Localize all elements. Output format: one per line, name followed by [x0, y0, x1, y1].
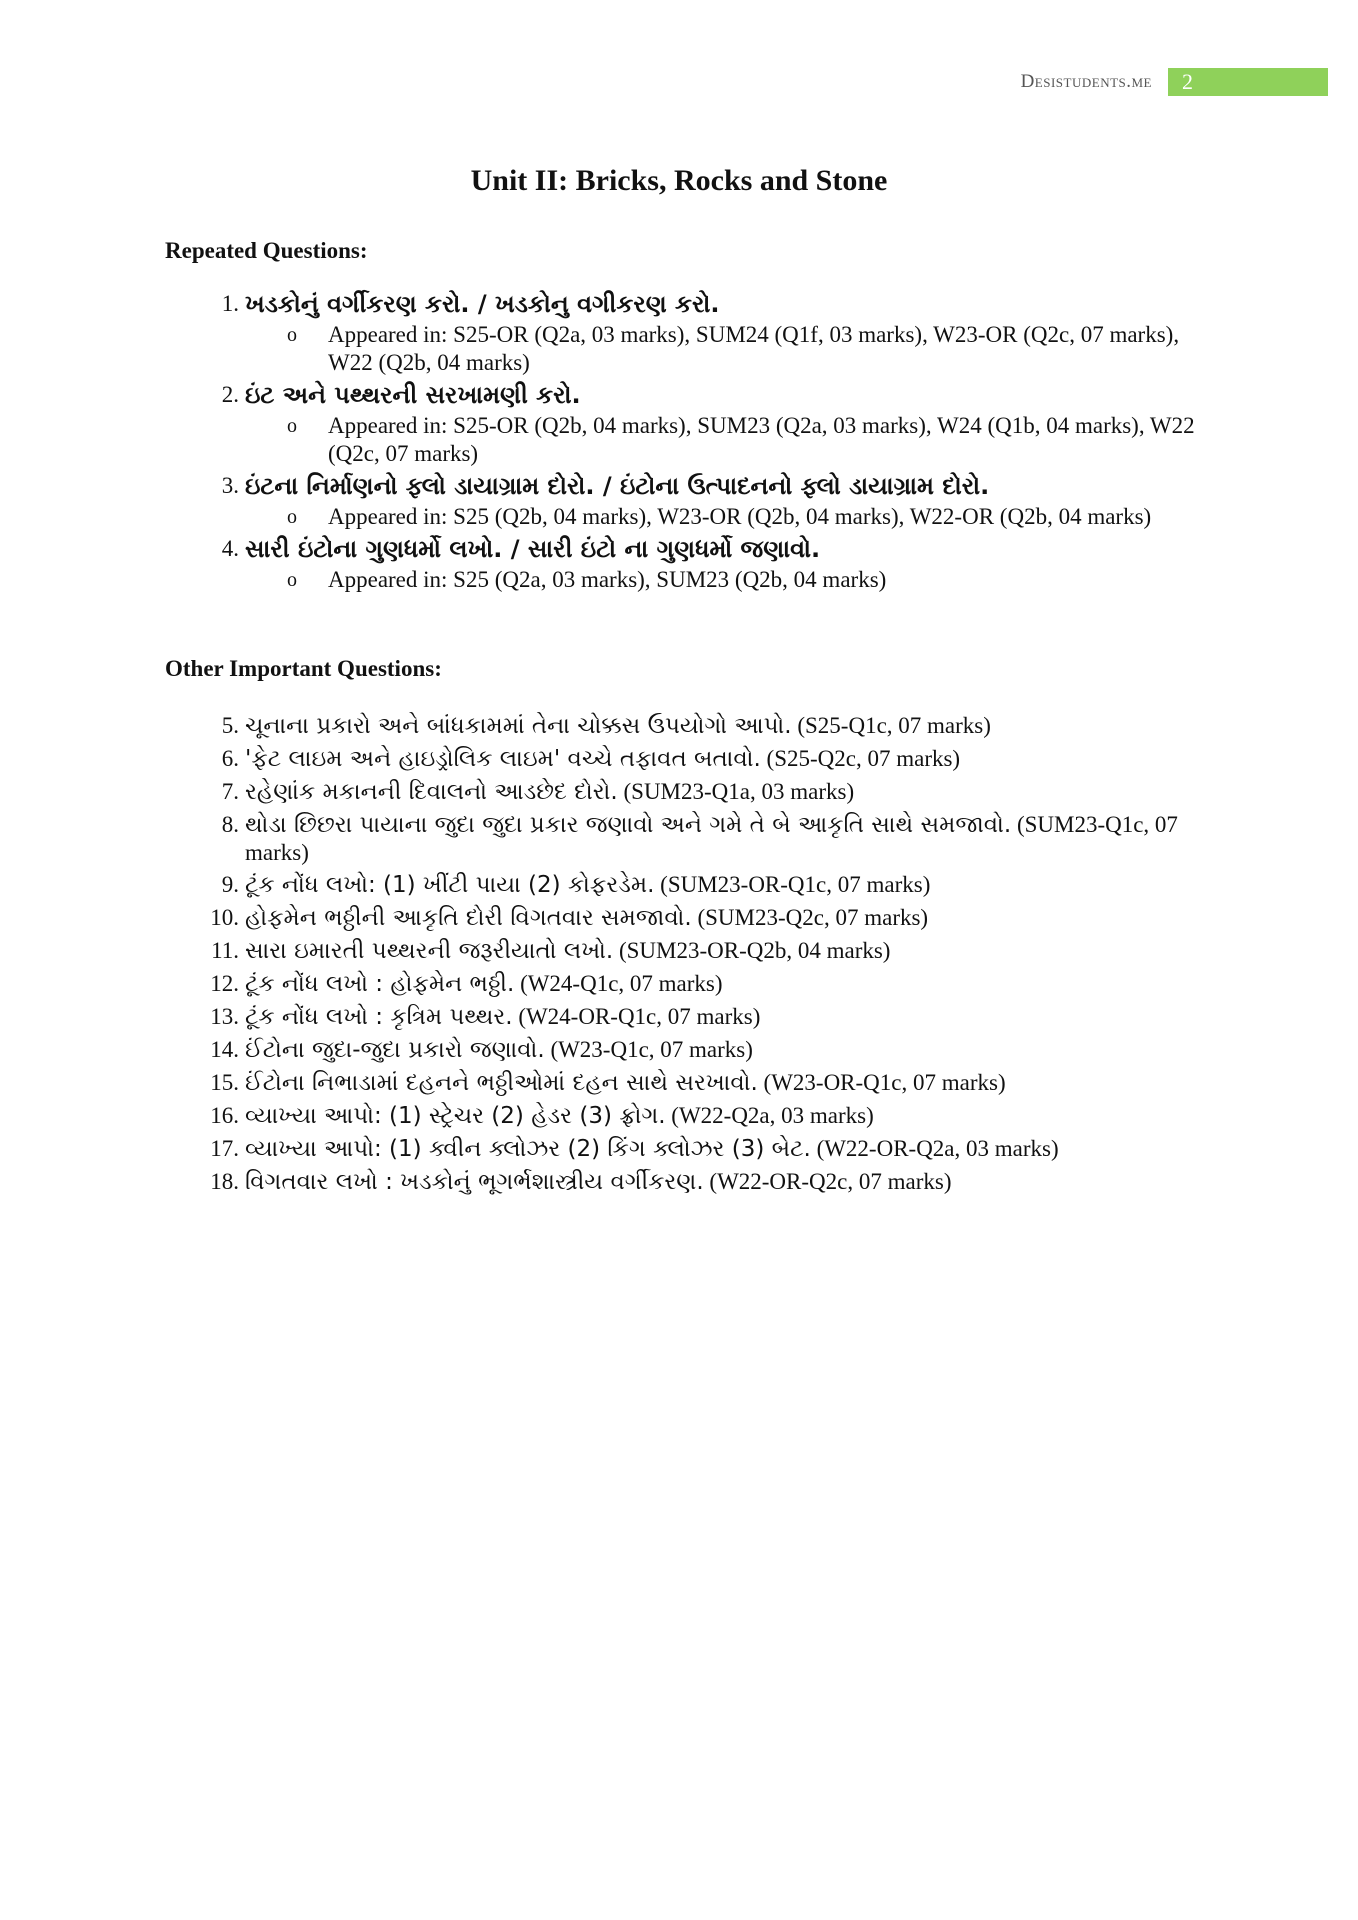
- question-number: 4.: [221, 536, 239, 561]
- question-text: હોફમેન ભઠ્ઠીની આકૃતિ દોરી વિગતવાર સમજાવો.: [245, 905, 692, 931]
- question-ref: (SUM23-Q2c, 07 marks): [691, 905, 929, 930]
- question-number: 18.: [210, 1169, 239, 1194]
- question-ref: (W23-OR-Q1c, 07 marks): [757, 1070, 1006, 1095]
- list-item: [165, 535, 1195, 594]
- question-number: 7.: [221, 779, 239, 804]
- question-text: 'ફેટ લાઇમ અને હાઇડ્રોલિક લાઇમ' વચ્ચે તફાવત બતાવો.: [245, 746, 761, 772]
- list-item: [165, 290, 1195, 377]
- question-text: ઇંટ અને પથ્થરની સરખામણી કરો.: [245, 381, 581, 409]
- question-number: 16.: [210, 1103, 239, 1128]
- bullet-icon: o: [287, 324, 297, 346]
- question-text: ચૂનાના પ્રકારો અને બાંધકામમાં તેના ચોક્કસ ઉપયોગો આપો.: [245, 713, 792, 739]
- list-item: [165, 1069, 1195, 1097]
- list-item: [165, 1003, 1195, 1031]
- question-ref: (SUM23-Q1a, 03 marks): [617, 779, 855, 804]
- question-number: 17.: [210, 1136, 239, 1161]
- question-ref: (W22-OR-Q2c, 07 marks): [703, 1169, 952, 1194]
- question-text: ટૂંક નોંધ લખો : કૃત્રિમ પથ્થર.: [245, 1004, 513, 1030]
- question-number: 10.: [210, 905, 239, 930]
- question-ref: (S25-Q1c, 07 marks): [791, 713, 991, 738]
- question-text: વ્યાખ્યા આપો: (1) ક્વીન ક્લોઝર (2) કિંગ ક્લોઝર (3) બેટ.: [245, 1136, 811, 1162]
- other-questions-heading: Other Important Questions:: [165, 656, 442, 681]
- question-text: ઈંટોના નિભાડામાં દહનને ભઠ્ઠીઓમાં દહન સાથે સરખાવો.: [245, 1070, 758, 1096]
- question-ref: (W22-Q2a, 03 marks): [665, 1103, 874, 1128]
- question-text: થોડા છિછરા પાયાના જુદા જુદા પ્રકાર જણાવો અને ગમે તે બે આકૃતિ સાથે સમજાવો.: [245, 812, 1012, 838]
- list-item: [165, 1135, 1195, 1163]
- question-text: ટૂંક નોંધ લખો : હોફમેન ભઠ્ઠી.: [245, 971, 515, 997]
- question-number: 1.: [221, 291, 239, 316]
- question-text: રહેણાંક મકાનની દિવાલનો આડછેદ દોરો.: [245, 779, 618, 805]
- question-number: 3.: [221, 473, 239, 498]
- question-text: ટૂંક નોંધ લખો: (1) ખીંટી પાયા (2) કોફરડેમ.: [245, 872, 655, 898]
- question-ref: (SUM23-OR-Q2b, 04 marks): [613, 938, 891, 963]
- list-item: [165, 1036, 1195, 1064]
- question-number: 9.: [221, 872, 239, 897]
- list-item: [165, 904, 1195, 932]
- question-number: 13.: [210, 1004, 239, 1029]
- list-item: [165, 1102, 1195, 1130]
- question-number: 5.: [221, 713, 239, 738]
- question-ref: (W22-OR-Q2a, 03 marks): [810, 1136, 1059, 1161]
- list-item: [165, 745, 1195, 773]
- page-title: Unit II: Bricks, Rocks and Stone: [470, 164, 888, 197]
- question-text: વિગતવાર લખો : ખડકોનું ભૂગર્ભશાસ્ત્રીય વર્ગીકરણ.: [245, 1169, 704, 1195]
- list-item: [165, 811, 1195, 866]
- repeated-questions-heading: Repeated Questions:: [165, 238, 368, 263]
- list-item: [165, 778, 1195, 806]
- bullet-icon: o: [287, 506, 297, 528]
- list-item: [165, 970, 1195, 998]
- list-item: [165, 1168, 1195, 1196]
- question-text: ઇંટના નિર્માણનો ફ્લો ડાયાગ્રામ દોરો. / ઇંટોના ઉત્પાદનનો ફ્લો ડાયાગ્રામ દોરો.: [245, 472, 990, 500]
- question-ref: (W24-OR-Q1c, 07 marks): [512, 1004, 761, 1029]
- list-item: [165, 937, 1195, 965]
- list-item: [165, 712, 1195, 740]
- appeared-in-text: Appeared in: S25-OR (Q2a, 03 marks), SUM24 (Q1f, 03 marks), W23-OR (Q2c, 07 marks), W22 (Q2b, 04 marks): [328, 322, 1180, 375]
- question-ref: (W23-Q1c, 07 marks): [544, 1037, 753, 1062]
- question-number: 15.: [210, 1070, 239, 1095]
- page-number: 2: [1168, 68, 1328, 96]
- bullet-icon: o: [287, 415, 297, 437]
- question-ref: (S25-Q2c, 07 marks): [760, 746, 961, 771]
- bullet-icon: o: [287, 569, 297, 591]
- list-item: [165, 472, 1195, 531]
- appeared-in-text: Appeared in: S25-OR (Q2b, 04 marks), SUM23 (Q2a, 03 marks), W24 (Q1b, 04 marks), W22 (Q2c, 07 marks): [328, 413, 1195, 466]
- question-text: ઈંટોના જુદા-જુદા પ્રકારો જણાવો.: [245, 1037, 545, 1063]
- appeared-in-text: Appeared in: S25 (Q2a, 03 marks), SUM23 (Q2b, 04 marks): [328, 567, 887, 592]
- question-text: વ્યાખ્યા આપો: (1) સ્ટ્રેચર (2) હેડર (3) ફ્રોગ.: [245, 1103, 666, 1129]
- question-number: 8.: [221, 812, 239, 837]
- appeared-in-text: Appeared in: S25 (Q2b, 04 marks), W23-OR (Q2b, 04 marks), W22-OR (Q2b, 04 marks): [328, 504, 1152, 529]
- list-item: [165, 381, 1195, 468]
- site-name: Desistudents.me: [1020, 71, 1152, 92]
- question-text: સારી ઇંટોના ગુણધર્મો લખો. / સારી ઇંટો ના ગુણધર્મો જણાવો.: [245, 535, 821, 563]
- question-text: ખડકોનું વર્ગીકરણ કરો. / ખડકોનુ વગીકરણ કરો.: [245, 290, 720, 318]
- question-number: 11.: [211, 938, 239, 963]
- list-item: [165, 871, 1195, 899]
- question-number: 6.: [221, 746, 239, 771]
- question-ref: (SUM23-Q1c, 07 marks): [245, 812, 1178, 865]
- repeated-questions-list: [165, 290, 1195, 594]
- question-number: 14.: [210, 1037, 239, 1062]
- question-ref: (SUM23-OR-Q1c, 07 marks): [654, 872, 931, 897]
- question-text: સારા ઇમારતી પથ્થરની જરૂરીયાતો લખો.: [245, 938, 614, 964]
- question-number: 12.: [210, 971, 239, 996]
- question-number: 2.: [221, 382, 239, 407]
- other-questions-list: [165, 712, 1195, 1196]
- page-header: [1021, 68, 1328, 96]
- question-ref: (W24-Q1c, 07 marks): [514, 971, 723, 996]
